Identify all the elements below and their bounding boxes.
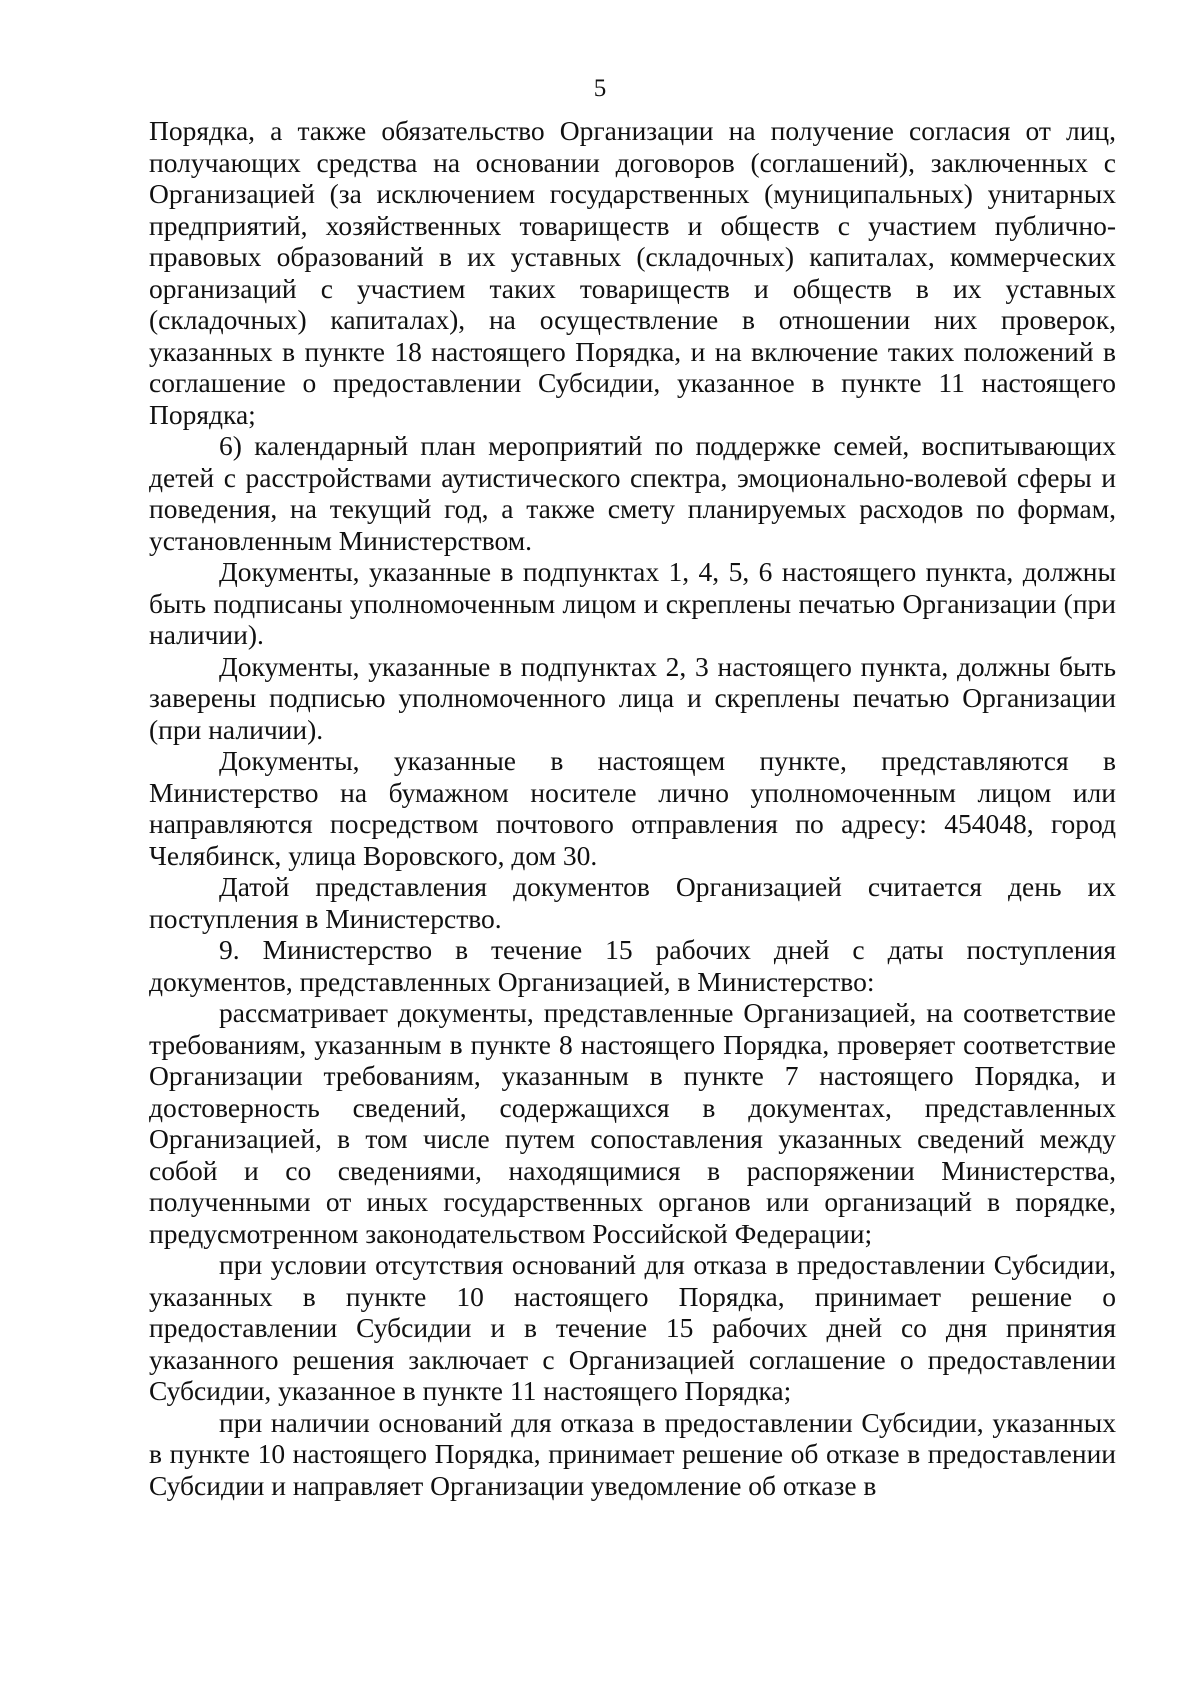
paragraph-submission-date: Датой представления документов Организацией считается день их поступления в Министерство. xyxy=(149,871,1116,934)
paragraph-documents-submission: Документы, указанные в настоящем пункте, представляются в Министерство на бумажном носителе лично уполномоченным лицом или направляются посредством почтового отправления по адресу: 454048, город Челябинск, улица Воровского, дом 30. xyxy=(149,745,1116,871)
page-number: 5 xyxy=(593,75,607,102)
paragraph-grant-decision: при условии отсутствия оснований для отказа в предоставлении Субсидии, указанных в пункте 10 настоящего Порядка, принимает решение о предоставлении Субсидии и в течение 15 рабочих дней со дня принятия указанного решения заключает с Организацией соглашение о предоставлении Субсидии, указанное в пункте 11 настоящего Порядка; xyxy=(149,1249,1116,1406)
document-body xyxy=(149,115,1116,1501)
paragraph-review: рассматривает документы, представленные Организацией, на соответствие требованиям, указанным в пункте 8 настоящего Порядка, проверяет соответствие Организации требованиям, указанным в пункте 7 настоящего Порядка, и достоверность сведений, содержащихся в документах, представленных Организацией, в том числе путем сопоставления указанных сведений между собой и со сведениями, находящимися в распоряжении Министерства, полученными от иных государственных органов или организаций в порядке, предусмотренном законодательством Российской Федерации; xyxy=(149,997,1116,1249)
paragraph-continuation: Порядка, а также обязательство Организации на получение согласия от лиц, получающих средства на основании договоров (соглашений), заключенных с Организацией (за исключением государственных (муниципальных) унитарных предприятий, хозяйственных товариществ и обществ с участием публично-правовых образований в их уставных (складочных) капиталах, коммерческих организаций с участием таких товариществ и обществ в их уставных (складочных) капиталах), на осуществление в отношении них проверок, указанных в пункте 18 настоящего Порядка, и на включение таких положений в соглашение о предоставлении Субсидии, указанное в пункте 11 настоящего Порядка; xyxy=(149,115,1116,430)
paragraph-documents-signed: Документы, указанные в подпунктах 1, 4, 5, 6 настоящего пункта, должны быть подписаны уполномоченным лицом и скреплены печатью Организации (при наличии). xyxy=(149,556,1116,650)
paragraph-documents-certified: Документы, указанные в подпунктах 2, 3 настоящего пункта, должны быть заверены подписью уполномоченного лица и скреплены печатью Организации (при наличии). xyxy=(149,650,1116,745)
paragraph-item-9: 9. Министерство в течение 15 рабочих дней с даты поступления документов, представленных Организацией, в Министерство: xyxy=(149,934,1116,997)
paragraph-subitem-6: 6) календарный план мероприятий по поддержке семей, воспитывающих детей с расстройствами аутистического спектра, эмоционально-волевой сферы и поведения, на текущий год, а также смету планируемых расходов по формам, установленным Министерством. xyxy=(149,430,1116,556)
paragraph-refusal-decision: при наличии оснований для отказа в предоставлении Субсидии, указанных в пункте 10 настоящего Порядка, принимает решение об отказе в предоставлении Субсидии и направляет Организации уведомление об отказе в xyxy=(149,1406,1116,1501)
